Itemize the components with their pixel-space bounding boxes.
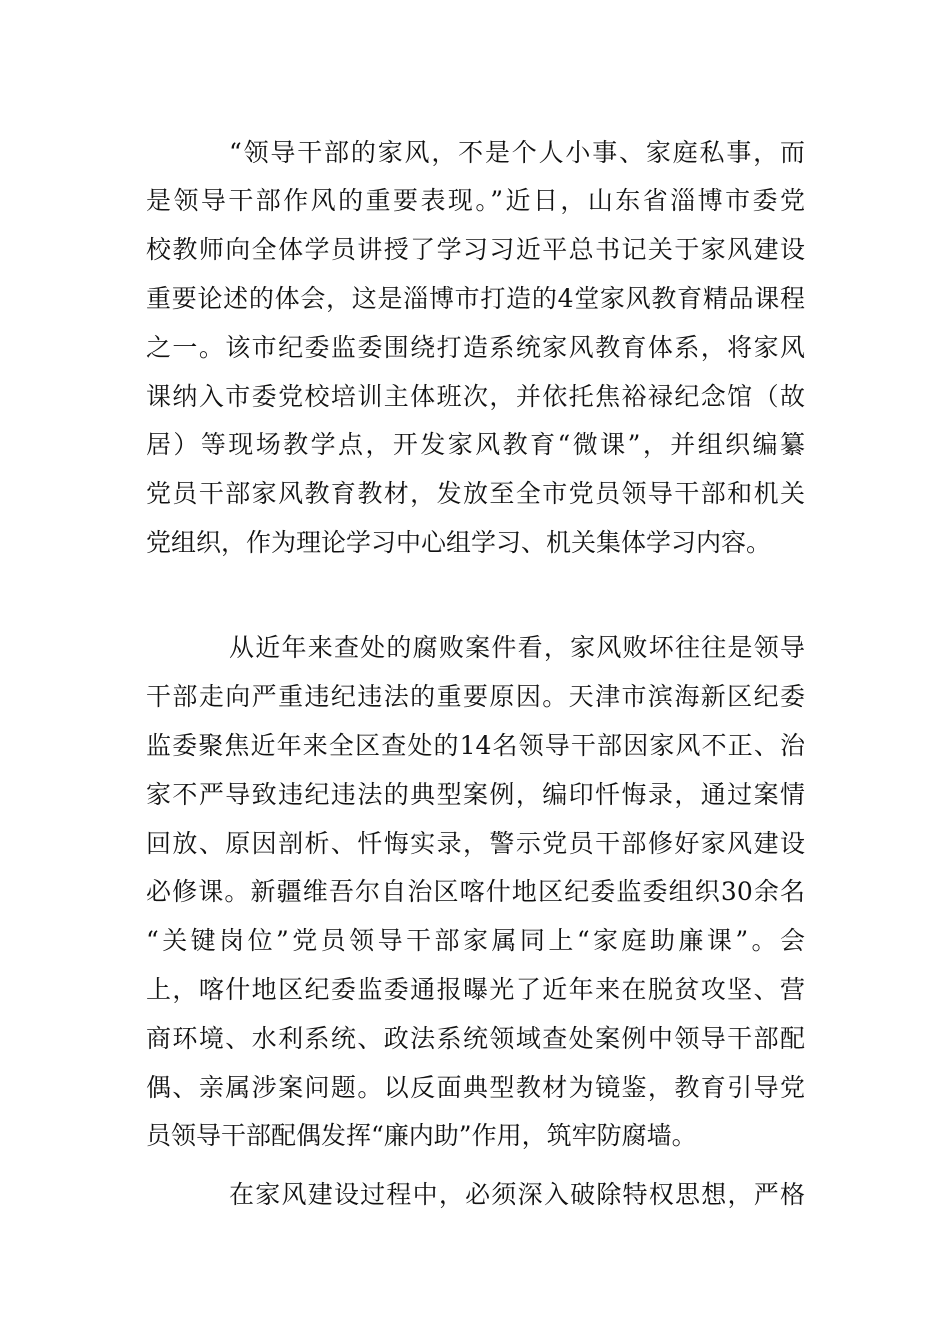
text-line: 是领导干部作风的重要表现。”近日，山东省淄博市委党 (146, 186, 805, 215)
text-line: 商环境、水利系统、政法系统领域查处案例中领导干部配 (146, 1024, 805, 1053)
text-line: 在家风建设过程中，必须深入破除特权思想，严格 (229, 1180, 805, 1209)
text-line: 家不严导致违纪违法的典型案例，编印忏悔录，通过案情 (146, 780, 805, 809)
text-line: 校教师向全体学员讲授了学习习近平总书记关于家风建设 (146, 235, 805, 264)
text-line: 员领导干部配偶发挥“廉内助”作用，筑牢防腐墙。 (146, 1121, 697, 1150)
text-line: 居）等现场教学点，开发家风教育“微课”，并组织编纂 (146, 430, 805, 459)
text-line: 从近年来查处的腐败案件看，家风败坏往往是领导 (229, 633, 805, 662)
text-line: 上，喀什地区纪委监委通报曝光了近年来在脱贫攻坚、营 (146, 975, 805, 1004)
text-line: 必修课。新疆维吾尔自治区喀什地区纪委监委组织30余名 (146, 877, 805, 906)
text-line: 之一。该市纪委监委围绕打造系统家风教育体系，将家风 (146, 333, 805, 362)
text-line: 重要论述的体会，这是淄博市打造的4堂家风教育精品课程 (146, 284, 805, 313)
text-line: 干部走向严重违纪违法的重要原因。天津市滨海新区纪委 (146, 682, 805, 711)
text-line: 党组织，作为理论学习中心组学习、机关集体学习内容。 (146, 528, 772, 557)
text-line: 偶、亲属涉案问题。以反面典型教材为镜鉴，教育引导党 (146, 1073, 805, 1102)
text-line: 党员干部家风教育教材，发放至全市党员领导干部和机关 (146, 479, 805, 508)
text-line: “关键岗位”党员领导干部家属同上“家庭助廉课”。会 (146, 926, 805, 955)
text-line: 监委聚焦近年来全区查处的14名领导干部因家风不正、治 (146, 731, 805, 760)
text-line: “领导干部的家风，不是个人小事、家庭私事，而 (229, 138, 805, 167)
text-line: 回放、原因剖析、忏悔实录，警示党员干部修好家风建设 (146, 829, 805, 858)
text-line: 课纳入市委党校培训主体班次，并依托焦裕禄纪念馆（故 (146, 382, 805, 411)
